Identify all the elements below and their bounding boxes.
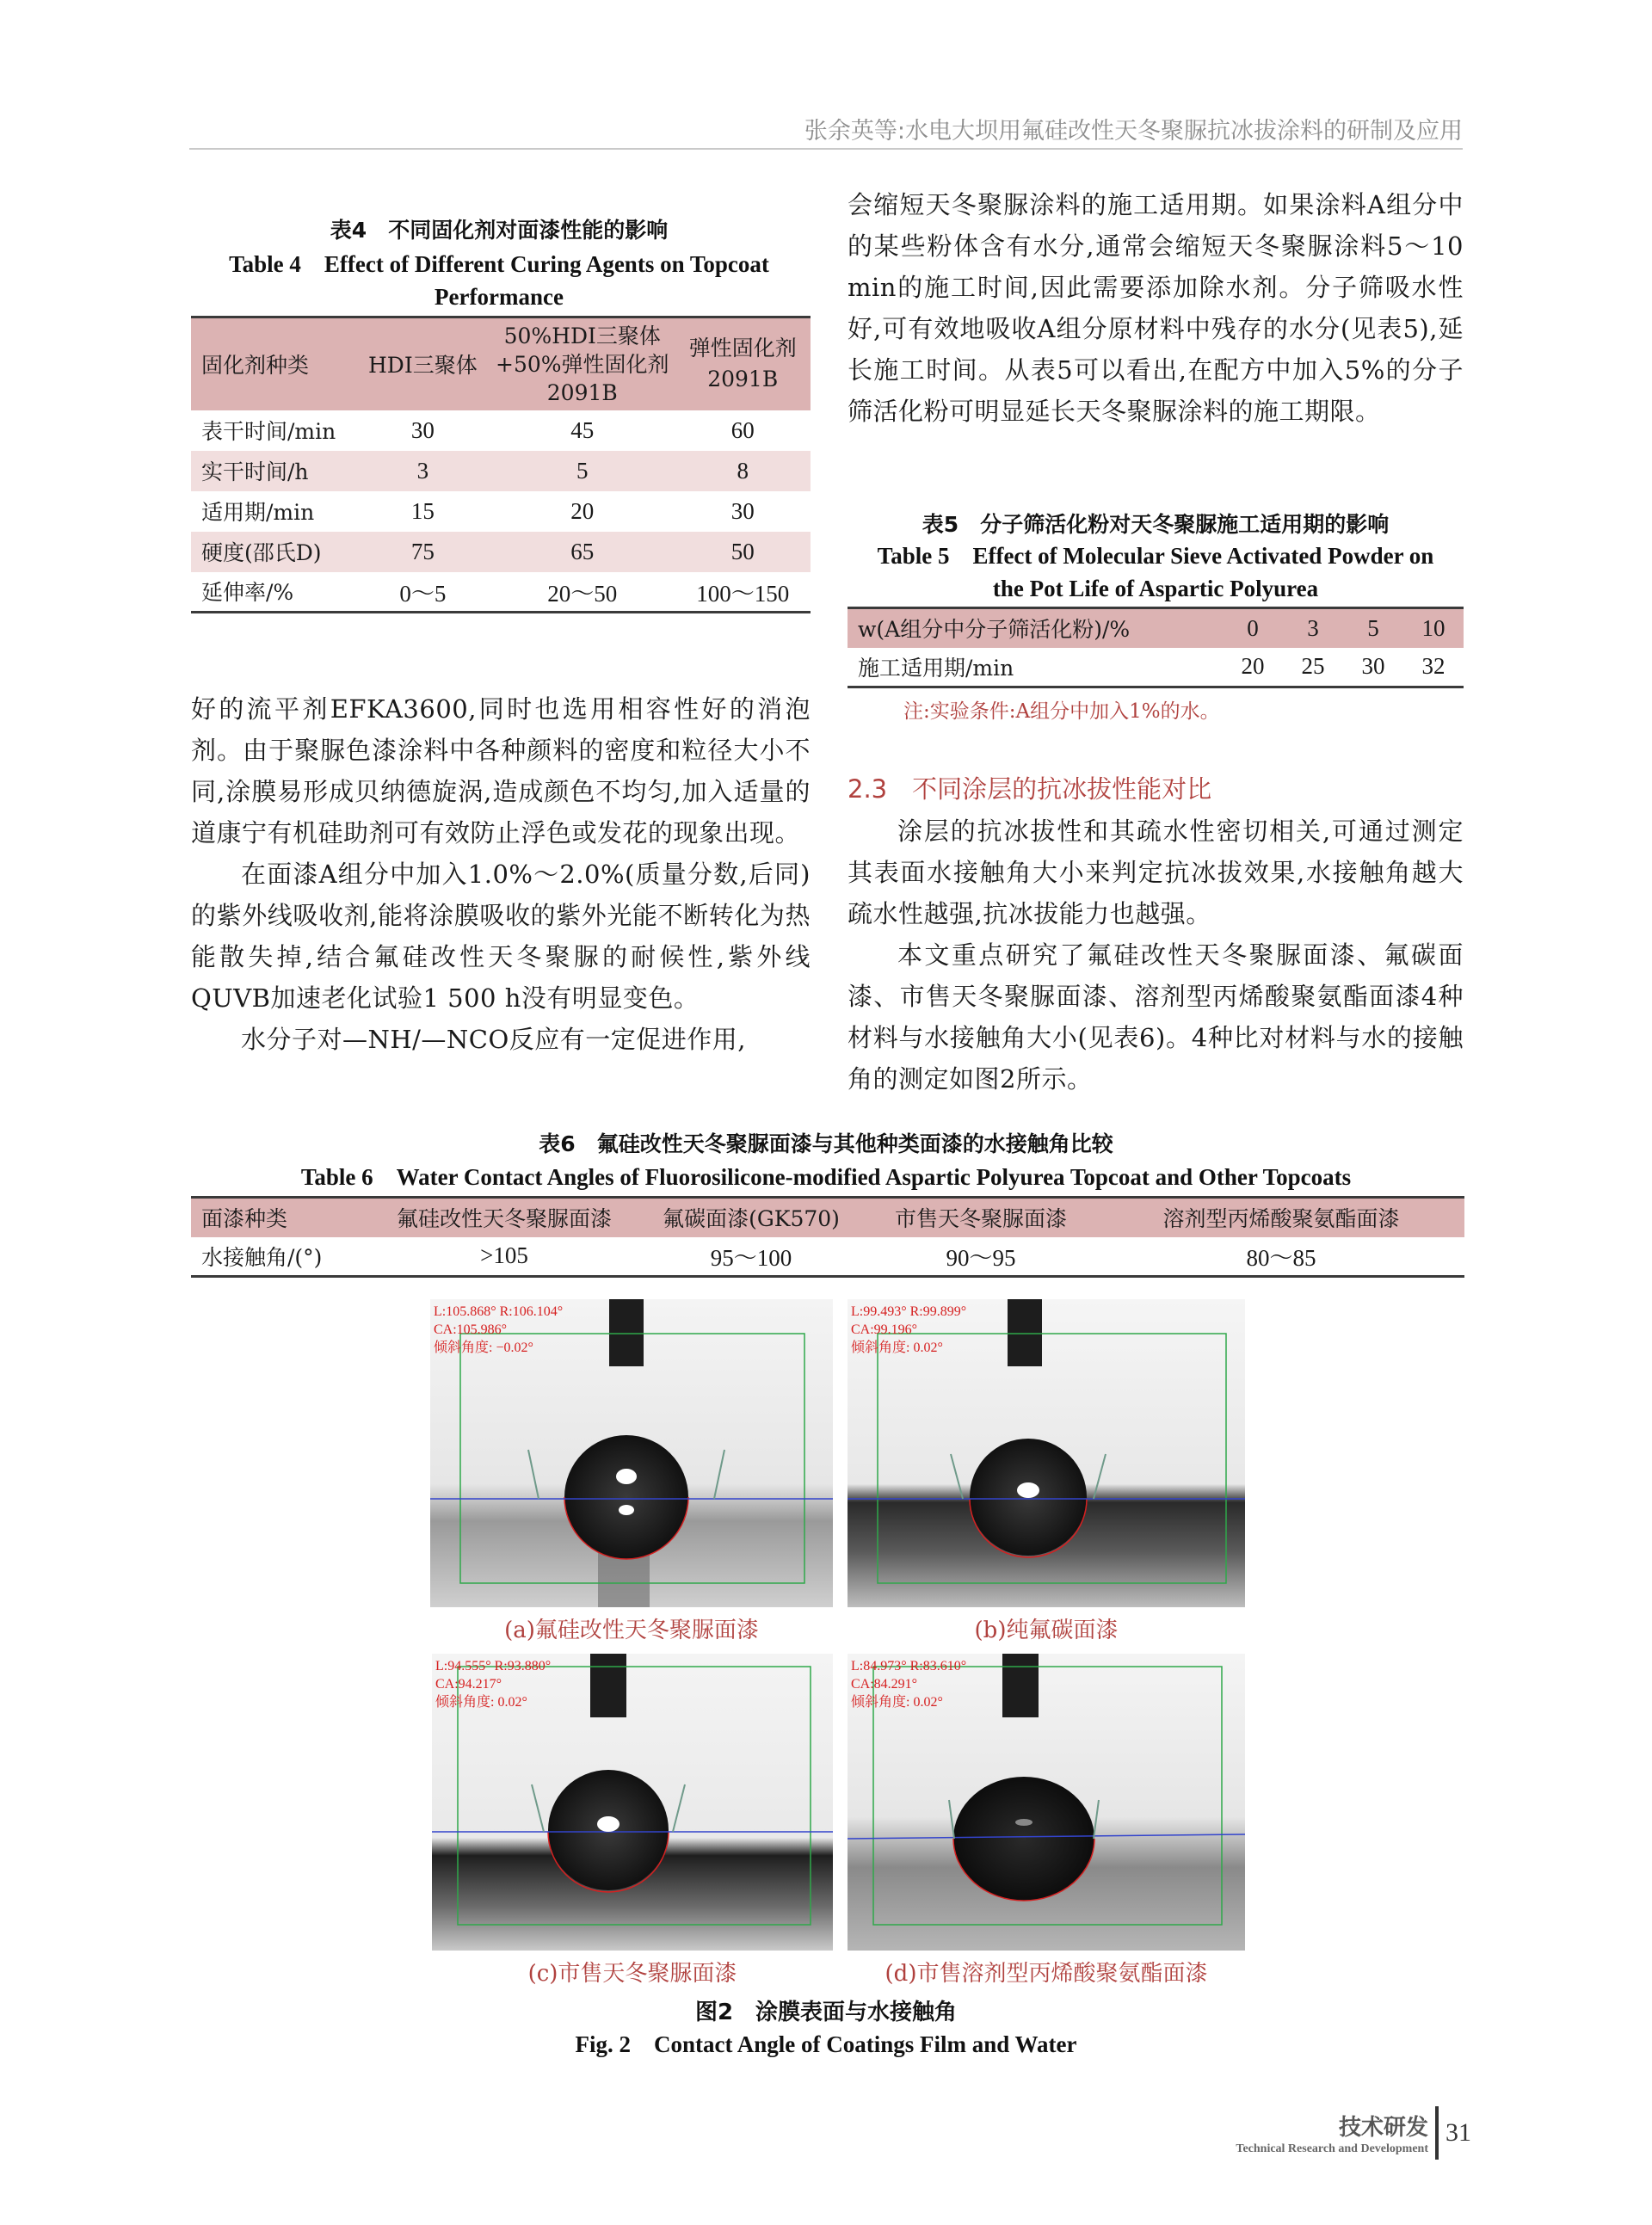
measurement-overlay-b — [851, 1303, 966, 1357]
table-cell: 30 — [1361, 653, 1385, 680]
footer-section-subtitle: Technical Research and Development — [1236, 2142, 1428, 2155]
table5-header-cell: 5 — [1343, 608, 1403, 648]
body-paragraph: 好的流平剂EFKA3600,同时也选用相容性好的消泡剂。由于聚脲色漆涂料中各种颜料的密度和粒径大小不同,涂膜易形成贝纳德旋涡,造成颜色不均匀,加入适量的道康宁有机硅助剂可有效防止浮色或发花的现象出现。 — [191, 694, 811, 847]
table6-header-cell: 溶剂型丙烯酸聚氨酯面漆 — [1098, 1198, 1464, 1237]
table4-caption-en-line1: Table 4 Effect of Different Curing Agents on Topcoat — [229, 251, 769, 277]
body-paragraph: 在面漆A组分中加入1.0%～2.0%(质量分数,后同)的紫外线吸收剂,能将涂膜吸收的紫外光能不断转化为热能散失掉,结合氟硅改性天冬聚脲的耐候性,紫外线QUVB加速老化试验1 500 h没有明显变色。 — [191, 860, 811, 1013]
table-row — [191, 572, 811, 613]
table4-header-cell: 固化剂种类 — [191, 317, 356, 410]
table-cell: 80～85 — [1246, 1245, 1316, 1272]
table-cell: 硬度(邵氏D) — [191, 532, 356, 572]
table-cell: 表干时间/min — [201, 419, 336, 444]
table-cell: 45 — [570, 416, 595, 443]
table6-header-cell: 氟硅改性天冬聚脲面漆 — [370, 1198, 638, 1237]
body-paragraph: 涂层的抗冰拔性和其疏水性密切相关,可通过测定其表面水接触角大小来判定抗冰拔效果,水接触角越大疏水性越强,抗冰拔能力也越强。 — [848, 817, 1464, 928]
footer-section-title: 技术研发 — [1338, 2115, 1428, 2141]
figure-panel-b-caption: (b)纯氟碳面漆 — [974, 1618, 1119, 1643]
right-column-text-top — [848, 184, 1464, 432]
header-rule — [189, 148, 1463, 150]
measurement-overlay-c — [435, 1657, 551, 1711]
overlay-line: 倾斜角度: 0.02° — [851, 1341, 943, 1355]
footer-divider — [1435, 2106, 1439, 2160]
overlay-line: L:94.555° R:93.880° — [435, 1659, 552, 1673]
table-cell: 20～50 — [547, 580, 618, 607]
table-cell: 100～150 — [696, 580, 790, 607]
overlay-line: CA:84.291° — [851, 1677, 918, 1692]
table4-header-cell: 50%HDI三聚体+50%弹性固化剂2091B — [490, 317, 675, 410]
table-row — [191, 532, 811, 572]
body-paragraph: 水分子对—NH/—NCO反应有一定促进作用, — [241, 1025, 746, 1054]
table6-caption-cn: 表6 氟硅改性天冬聚脲面漆与其他种类面漆的水接触角比较 — [539, 1131, 1113, 1156]
overlay-line: CA:99.196° — [851, 1322, 918, 1337]
table-cell: 延伸率/% — [201, 580, 294, 606]
figure-panel-d — [848, 1654, 1245, 1951]
table5-header-label: w(A组分中分子筛活化粉)/% — [848, 608, 1223, 648]
table6-header-cell: 市售天冬聚脲面漆 — [864, 1198, 1098, 1237]
table5-header-cell: 3 — [1283, 608, 1343, 648]
table5-header-row — [848, 608, 1464, 648]
table-row — [191, 410, 811, 451]
table6 — [191, 1196, 1464, 1278]
measurement-overlay-d — [851, 1657, 966, 1711]
section-heading: 2.3 不同涂层的抗冰拔性能对比 — [848, 774, 1212, 804]
table6-header-row — [191, 1198, 1464, 1237]
table-cell: 施工适用期/min — [858, 655, 1014, 681]
table-cell: 水接触角/(°) — [201, 1244, 323, 1270]
table-cell: 25 — [1301, 653, 1325, 680]
figure-panel-c — [432, 1654, 833, 1951]
table6-header-cell: 氟碳面漆(GK570) — [638, 1198, 864, 1237]
table-cell: 65 — [490, 532, 675, 572]
table-cell: 0～5 — [399, 580, 447, 607]
figure-panel-b — [848, 1299, 1245, 1607]
table6-header-cell: 面漆种类 — [191, 1198, 370, 1237]
table5 — [848, 607, 1464, 688]
figure-panel-c-caption: (c)市售天冬聚脲面漆 — [527, 1961, 737, 1987]
table-row — [191, 1237, 1464, 1277]
table-cell: 15 — [410, 497, 435, 524]
table-cell: 95～100 — [710, 1245, 792, 1272]
left-column-text — [191, 688, 811, 1060]
table5-header-cell: 10 — [1403, 608, 1464, 648]
table5-caption-en-line1: Table 5 Effect of Molecular Sieve Activated Powder on — [877, 543, 1434, 569]
table-cell: 实干时间/h — [191, 451, 356, 491]
table5-note: 注:实验条件:A组分中加入1%的水。 — [903, 700, 1220, 723]
measurement-overlay-a — [434, 1303, 563, 1357]
figure2-caption-en: Fig. 2 Contact Angle of Coatings Film and Water — [575, 2031, 1077, 2057]
table-cell: 适用期/min — [201, 500, 315, 525]
table-cell: 5 — [490, 451, 675, 491]
figure2-caption-cn: 图2 涂膜表面与水接触角 — [694, 2000, 958, 2025]
table-cell: >105 — [480, 1242, 528, 1269]
table-cell: 90～95 — [946, 1245, 1016, 1272]
body-paragraph: 会缩短天冬聚脲涂料的施工适用期。如果涂料A组分中的某些粉体含有水分,通常会缩短天冬聚脲涂料5～10 min的施工时间,因此需要添加除水剂。分子筛吸水性好,可有效地吸收A组分原材料中残存的水分(见表5),延长施工时间。从表5可以看出,在配方中加入5%的分子筛活化粉可明显延长天冬聚脲涂料的施工期限。 — [848, 190, 1464, 426]
overlay-line: L:84.973° R:83.610° — [851, 1659, 967, 1673]
table4 — [191, 316, 811, 613]
figure-panel-a-caption: (a)氟硅改性天冬聚脲面漆 — [504, 1618, 759, 1643]
overlay-line: L:99.493° R:99.899° — [851, 1304, 967, 1319]
overlay-line: CA:105.986° — [434, 1322, 508, 1337]
page-number: 31 — [1446, 2118, 1471, 2147]
table5-caption-cn: 表5 分子筛活化粉对天冬聚脲施工适用期的影响 — [922, 512, 1390, 537]
table-row — [191, 451, 811, 491]
table4-header-cell: 弹性固化剂2091B — [675, 317, 811, 410]
table-cell: 20 — [1241, 653, 1265, 680]
figure-panel-d-caption: (d)市售溶剂型丙烯酸聚氨酯面漆 — [885, 1961, 1208, 1987]
table-cell: 60 — [730, 416, 755, 443]
table6-caption-en: Table 6 Water Contact Angles of Fluorosilicone-modified Aspartic Polyurea Topcoat and Other Topcoats — [300, 1164, 1352, 1190]
table-cell: 75 — [356, 532, 490, 572]
table-cell: 20 — [570, 497, 595, 524]
overlay-line: 倾斜角度: −0.02° — [434, 1341, 533, 1355]
table4-header-cell: HDI三聚体 — [356, 317, 490, 410]
table-row — [191, 491, 811, 532]
figure-panel-a — [430, 1299, 833, 1607]
table-row — [848, 648, 1464, 687]
table4-caption-en-line2: Performance — [435, 284, 564, 310]
right-column-text-bottom — [848, 810, 1464, 1100]
table-cell: 30 — [730, 497, 755, 524]
running-header: 张余英等:水电大坝用氟硅改性天冬聚脲抗冰拔涂料的研制及应用 — [804, 118, 1463, 145]
table5-header-cell: 0 — [1223, 608, 1283, 648]
table-cell: 50 — [675, 532, 811, 572]
table-cell: 30 — [410, 416, 435, 443]
overlay-line: 倾斜角度: 0.02° — [851, 1695, 943, 1710]
table-cell: 3 — [356, 451, 490, 491]
table-cell: 8 — [675, 451, 811, 491]
body-paragraph: 本文重点研究了氟硅改性天冬聚脲面漆、氟碳面漆、市售天冬聚脲面漆、溶剂型丙烯酸聚氨酯面漆4种材料与水接触角大小(见表6)。4种比对材料与水的接触角的测定如图2所示。 — [848, 940, 1464, 1094]
overlay-line: L:105.868° R:106.104° — [434, 1304, 564, 1319]
overlay-line: CA:94.217° — [435, 1677, 502, 1692]
overlay-line: 倾斜角度: 0.02° — [435, 1695, 527, 1710]
table4-header-row — [191, 317, 811, 410]
table4-caption-cn: 表4 不同固化剂对面漆性能的影响 — [330, 218, 669, 243]
table-cell: 32 — [1421, 653, 1446, 680]
table5-caption-en-line2: the Pot Life of Aspartic Polyurea — [992, 576, 1319, 601]
